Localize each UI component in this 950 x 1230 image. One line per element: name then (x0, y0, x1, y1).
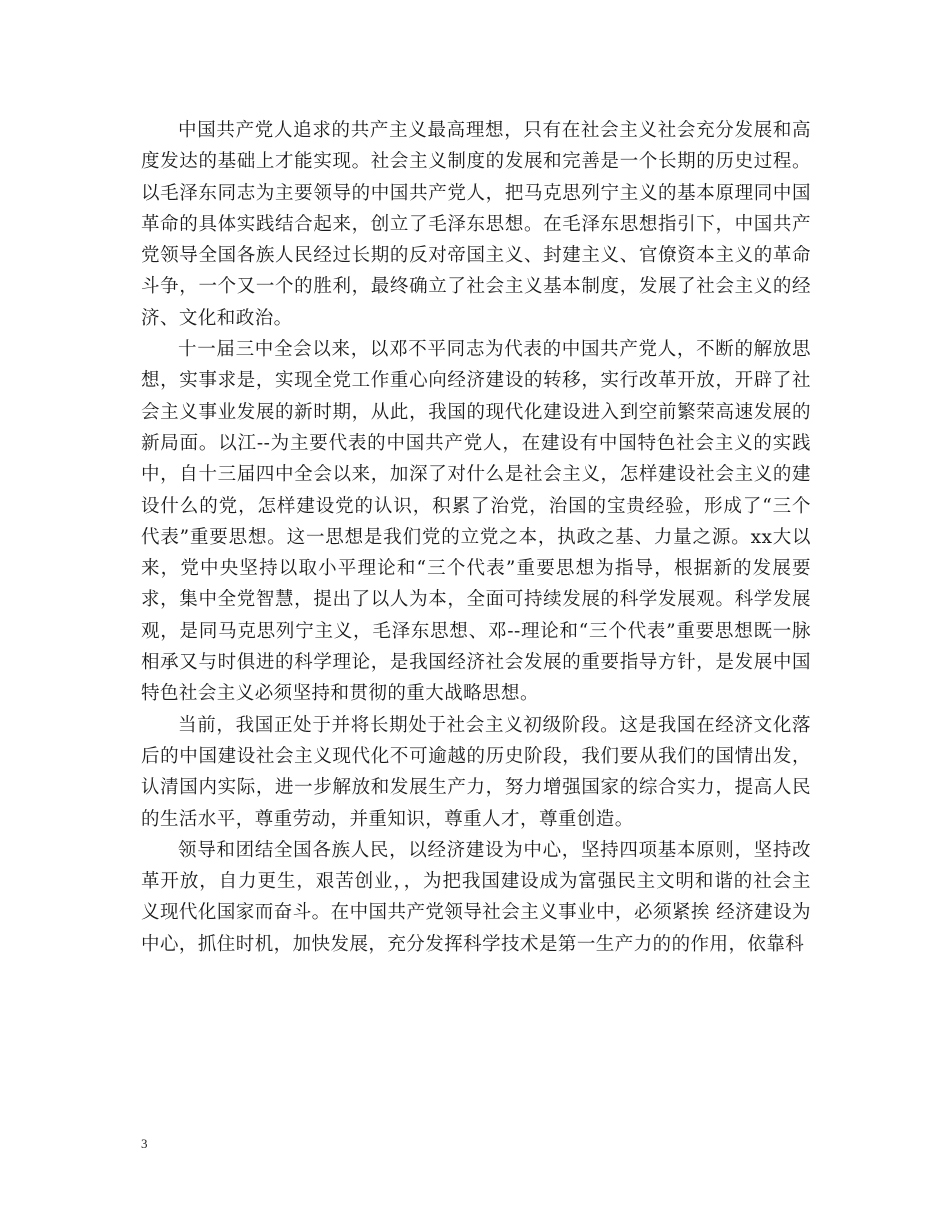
paragraph-3: 当前，我国正处于并将长期处于社会主义初级阶段。这是我国在经济文化落后的中国建设社会主义现代化不可逾越的历史阶段，我们要从我们的国情出发，认清国内实际，进一步解放和发展生产力，努力增强国家的综合实力，提高人民的生活水平，尊重劳动，并重知识，尊重人才，尊重创造。 (141, 714, 811, 830)
paragraph-1: 中国共产党人追求的共产主义最高理想，只有在社会主义社会充分发展和高度发达的基础上才能实现。社会主义制度的发展和完善是一个长期的历史过程。以毛泽东同志为主要领导的中国共产党人，把马克思列宁主义的基本原理同中国革命的具体实践结合起来，创立了毛泽东思想。在毛泽东思想指引下，中国共产党领导全国各族人民经过长期的反对帝国主义、封建主义、官僚资本主义的革命斗争，一个又一个的胜利，最终确立了社会主义基本制度，发展了社会主义的经济、文化和政治。 (141, 120, 811, 329)
paragraph-2: 十一届三中全会以来，以邓不平同志为代表的中国共产党人，不断的解放思想，实事求是，实现全党工作重心向经济建设的转移，实行改革开放，开辟了社会主义事业发展的新时期，从此，我国的现代化建设进入到空前繁荣高速发展的新局面。以江--为主要代表的中国共产党人，在建设有中国特色社会主义的实践中，自十三届四中全会以来，加深了对什么是社会主义，怎样建设社会主义的建设什么的党，怎样建设党的认识，积累了治党，治国的宝贵经验，形成了“三个代表”重要思想。这一思想是我们党的立党之本，执政之基、力量之源。xx大以来，党中央坚持以取小平理论和“三个代表”重要思想为指导，根据新的发展要求，集中全党智慧，提出了以人为本，全面可持续发展的科学发展观。科学发展观，是同马克思列宁主义，毛泽东思想、邓--理论和“三个代表”重要思想既一脉相承又与时俱进的科学理论，是我国经济社会发展的重要指导方针，是发展中国特色社会主义必须坚持和贯彻的重大战略思想。 (141, 339, 811, 705)
paragraph-4: 领导和团结全国各族人民，以经济建设为中心，坚持四项基本原则，坚持改革开放，自力更生，艰苦创业，，为把我国建设成为富强民主文明和谐的社会主义现代化国家而奋斗。在中国共产党领导社会主义事业中，必须紧挨 经济建设为中心，抓住时机，加快发展，充分发挥科学技术是第一生产力的的作用，依靠科 (141, 839, 811, 955)
document-body (141, 115, 811, 960)
page-number: 3 (141, 1136, 148, 1151)
